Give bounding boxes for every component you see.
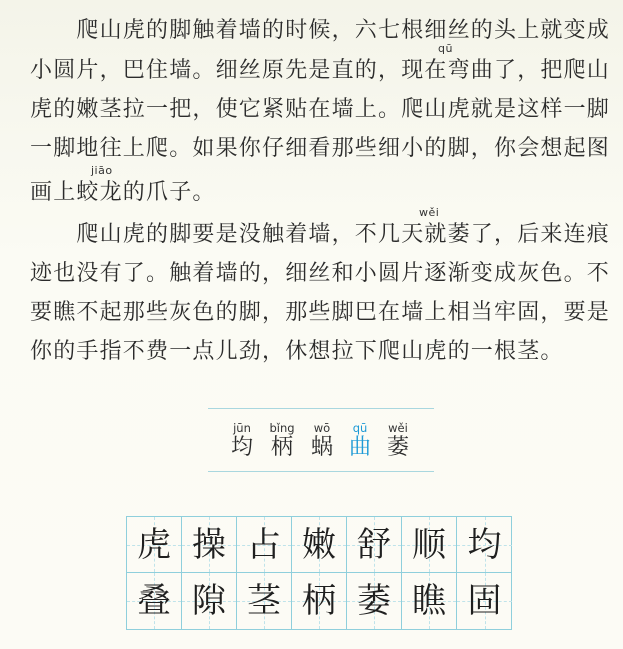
passage-line: 爬山虎的脚触着墙的时候，六七根细丝的头上就变成: [30, 18, 611, 43]
grid-char: 均: [467, 525, 502, 565]
vocab-char: 蜗: [310, 435, 333, 460]
grid-char: 占: [247, 525, 281, 565]
vocab-char: 均: [230, 435, 253, 460]
grid-char: 嫩: [302, 525, 336, 565]
grid-cell: [347, 573, 402, 629]
grid-char: 茎: [247, 581, 281, 621]
pinyin-annotation: qū: [438, 42, 453, 55]
grid-char: 操: [192, 525, 226, 565]
passage-line: 你的手指不费一点儿劲，休想拉下爬山虎的一根茎。: [30, 339, 564, 364]
grid-cell: [127, 573, 182, 629]
grid-char: 虎: [137, 525, 171, 565]
grid-cell: [347, 517, 402, 573]
pinyin-annotation: jiāo: [91, 164, 113, 177]
grid-char: 瞧: [412, 581, 446, 621]
passage-line: 要瞧不起那些灰色的脚，那些脚巴在墙上相当牢固，要是: [30, 300, 611, 325]
grid-cell: [457, 517, 512, 573]
vocab-item: [302, 409, 342, 461]
vocab-char: 柄: [270, 435, 293, 460]
grid-cell: [402, 517, 457, 573]
vocabulary-box: [208, 408, 434, 472]
passage-line: 虎的嫩茎拉一把，使它紧贴在墙上。爬山虎就是这样一脚: [30, 97, 611, 122]
grid-cell: [182, 573, 237, 629]
vocab-pinyin: jūn: [233, 421, 251, 435]
vocab-pinyin: qū: [352, 421, 368, 435]
grid-cell: [292, 573, 347, 629]
grid-char: 叠: [137, 581, 171, 621]
pinyin-annotation: wěi: [419, 206, 440, 219]
vocab-item-highlighted: [340, 409, 380, 461]
passage-line: 画上蛟龙的爪子。: [30, 180, 216, 205]
grid-char: 舒: [357, 525, 391, 565]
vocab-pinyin: wěi: [388, 421, 408, 435]
grid-cell: [457, 573, 512, 629]
grid-cell: [182, 517, 237, 573]
grid-char: 顺: [412, 525, 446, 565]
vocab-char: 萎: [386, 435, 409, 460]
vocab-item: [378, 409, 418, 461]
grid-char: 隙: [192, 581, 226, 621]
grid-char: 固: [467, 581, 502, 621]
grid-cell: [237, 573, 292, 629]
passage-line: 迹也没有了。触着墙的，细丝和小圆片逐渐变成灰色。不: [30, 261, 611, 286]
passage-line: 小圆片，巴住墙。细丝原先是直的，现在弯曲了，把爬山: [30, 58, 611, 83]
grid-char: 柄: [302, 581, 336, 621]
vocab-item: [262, 409, 302, 461]
vocab-pinyin: wō: [313, 421, 331, 435]
grid-cell: [292, 517, 347, 573]
vocab-item: [222, 409, 262, 461]
grid-cell: [237, 517, 292, 573]
character-writing-grid: [126, 516, 512, 630]
grid-cell: [127, 517, 182, 573]
passage-line: 一脚地往上爬。如果你仔细看那些细小的脚，你会想起图: [30, 136, 611, 161]
passage-line: 爬山虎的脚要是没触着墙，不几天就萎了，后来连痕: [30, 222, 611, 247]
grid-cell: [402, 573, 457, 629]
grid-char: 萎: [357, 581, 391, 621]
vocab-char: 曲: [348, 435, 371, 460]
vocab-pinyin: bǐng: [269, 421, 295, 435]
